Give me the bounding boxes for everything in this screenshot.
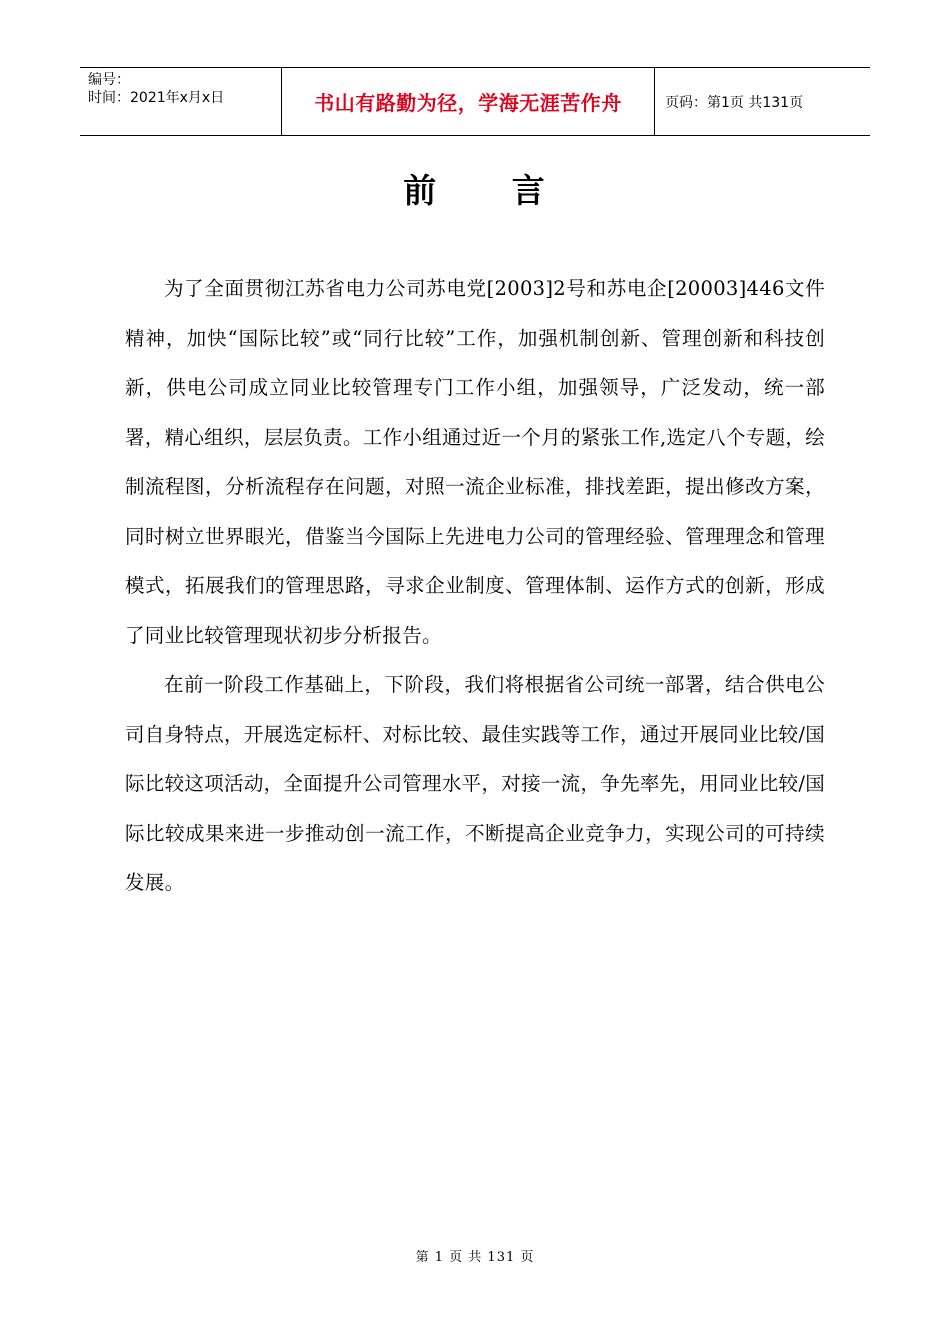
body-text [125,264,825,908]
header-table [80,67,870,136]
paragraph-2: 在前一阶段工作基础上，下阶段，我们将根据省公司统一部署，结合供电公司自身特点，开展选定标杆、对标比较、最佳实践等工作，通过开展同业比较/国际比较这项活动，全面提升公司管理水平，对接一流，争先率先，用同业比较/国际比较成果来进一步推动创一流工作，不断提高企业竞争力，实现公司的可持续发展。 [125,673,825,894]
page-title: 前 言 [403,171,547,210]
header-page-info: 页码：第1页 共131页 [665,94,804,111]
header-motto: 书山有路勤为径，学海无涯苦作舟 [282,68,655,135]
document-number-label: 编号： [88,72,130,88]
page-footer: 第 1 页 共 131 页 [415,1250,535,1265]
paragraph-1: 为了全面贯彻江苏省电力公司苏电党[2003]2号和苏电企[20003]446文件精神，加快“国际比较”或“同行比较”工作，加强机制创新、管理创新和科技创新，供电公司成立同业比较管理专门工作小组，加强领导，广泛发动，统一部署，精心组织，层层负责。工作小组通过近一个月的紧张工作,选定八个专题，绘制流程图，分析流程存在问题，对照一流企业标准，排找差距，提出修改方案，同时树立世界眼光，借鉴当今国际上先进电力公司的管理经验、管理理念和管理模式，拓展我们的管理思路，寻求企业制度、管理体制、运作方式的创新，形成了同业比较管理现状初步分析报告。 [125,277,825,647]
header-meta-cell [80,68,282,135]
document-date: 时间：2021年x月x日 [88,90,225,106]
